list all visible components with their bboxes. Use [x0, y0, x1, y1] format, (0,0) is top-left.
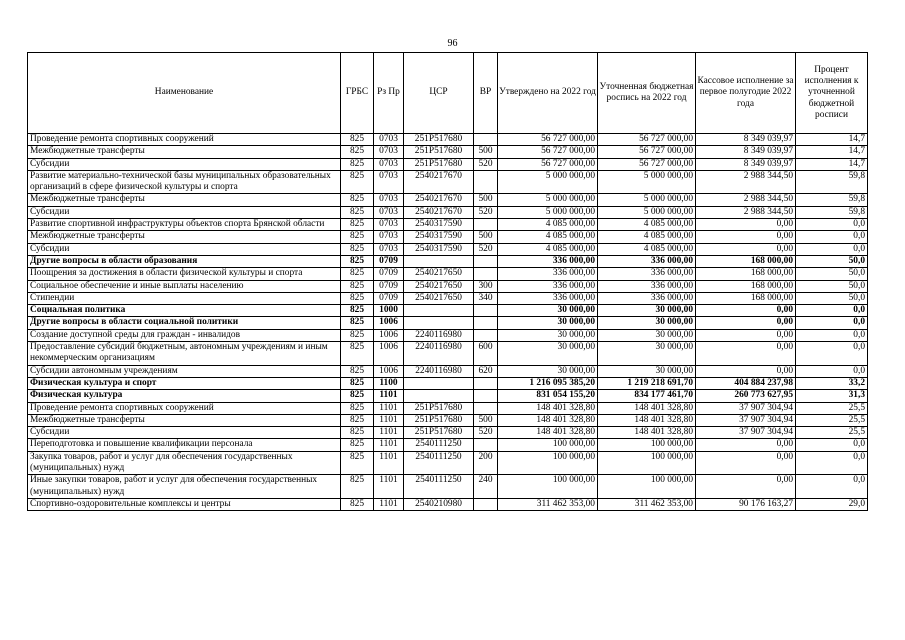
cell-grbs: 825 — [341, 134, 374, 146]
cell-name: Переподготовка и повышение квалификации персонала — [28, 439, 341, 451]
cell-csr — [404, 390, 474, 402]
column-header-csr: ЦСР — [404, 53, 474, 134]
cell-executed: 37 907 304,94 — [696, 414, 796, 426]
cell-name: Предоставление субсидий бюджетным, автономным учреждениям и иным некоммерческим организациям — [28, 342, 341, 366]
cell-rz-pr: 0703 — [374, 134, 404, 146]
cell-approved: 148 401 328,80 — [498, 414, 598, 426]
cell-csr: 2540317590 — [404, 219, 474, 231]
cell-rz-pr: 1006 — [374, 365, 404, 377]
cell-approved: 5 000 000,00 — [498, 206, 598, 218]
cell-executed: 8 349 039,97 — [696, 146, 796, 158]
cell-executed: 0,00 — [696, 317, 796, 329]
cell-grbs: 825 — [341, 305, 374, 317]
cell-rz-pr: 1000 — [374, 305, 404, 317]
cell-grbs: 825 — [341, 317, 374, 329]
cell-specified: 30 000,00 — [598, 305, 696, 317]
cell-grbs: 825 — [341, 377, 374, 389]
cell-csr: 2540217650 — [404, 280, 474, 292]
cell-grbs: 825 — [341, 365, 374, 377]
cell-percent: 59,8 — [796, 194, 868, 206]
cell-percent: 25,5 — [796, 402, 868, 414]
cell-percent: 0,0 — [796, 317, 868, 329]
cell-approved: 30 000,00 — [498, 342, 598, 366]
cell-specified: 100 000,00 — [598, 439, 696, 451]
cell-csr: 2240116980 — [404, 342, 474, 366]
cell-specified: 148 401 328,80 — [598, 414, 696, 426]
cell-csr: 2540217650 — [404, 268, 474, 280]
cell-name: Проведение ремонта спортивных сооружений — [28, 134, 341, 146]
cell-csr: 251P517680 — [404, 134, 474, 146]
cell-csr: 2540317590 — [404, 231, 474, 243]
cell-rz-pr: 0703 — [374, 158, 404, 170]
table-row — [28, 475, 868, 499]
cell-name: Субсидии — [28, 427, 341, 439]
cell-csr: 2240116980 — [404, 365, 474, 377]
cell-specified: 4 085 000,00 — [598, 231, 696, 243]
cell-specified: 100 000,00 — [598, 475, 696, 499]
cell-rz-pr: 0709 — [374, 255, 404, 267]
cell-percent: 25,5 — [796, 427, 868, 439]
cell-rz-pr: 1101 — [374, 498, 404, 510]
cell-rz-pr: 1101 — [374, 475, 404, 499]
cell-vr — [474, 305, 498, 317]
column-header-rz-pr: Рз Пр — [374, 53, 404, 134]
cell-csr: 2540217650 — [404, 292, 474, 304]
cell-percent: 0,0 — [796, 475, 868, 499]
cell-executed: 37 907 304,94 — [696, 402, 796, 414]
table-row — [28, 377, 868, 389]
cell-vr — [474, 390, 498, 402]
cell-grbs: 825 — [341, 255, 374, 267]
cell-csr — [404, 305, 474, 317]
cell-grbs: 825 — [341, 329, 374, 341]
cell-approved: 4 085 000,00 — [498, 231, 598, 243]
cell-specified: 336 000,00 — [598, 292, 696, 304]
cell-rz-pr: 1101 — [374, 427, 404, 439]
table-row — [28, 243, 868, 255]
cell-vr: 500 — [474, 231, 498, 243]
cell-vr: 300 — [474, 280, 498, 292]
cell-csr: 2540111250 — [404, 451, 474, 475]
cell-approved: 30 000,00 — [498, 305, 598, 317]
cell-vr — [474, 268, 498, 280]
cell-grbs: 825 — [341, 280, 374, 292]
cell-rz-pr: 0703 — [374, 170, 404, 194]
cell-approved: 1 216 095 385,20 — [498, 377, 598, 389]
cell-percent: 31,3 — [796, 390, 868, 402]
cell-executed: 0,00 — [696, 365, 796, 377]
cell-vr — [474, 498, 498, 510]
cell-vr: 520 — [474, 158, 498, 170]
cell-csr: 2240116980 — [404, 329, 474, 341]
cell-specified: 5 000 000,00 — [598, 194, 696, 206]
cell-name: Стипендии — [28, 292, 341, 304]
cell-specified: 336 000,00 — [598, 280, 696, 292]
cell-csr: 2540317590 — [404, 243, 474, 255]
cell-grbs: 825 — [341, 292, 374, 304]
cell-vr: 620 — [474, 365, 498, 377]
cell-vr — [474, 402, 498, 414]
cell-vr — [474, 255, 498, 267]
cell-name: Субсидии — [28, 158, 341, 170]
table-header-row — [28, 53, 868, 134]
cell-grbs: 825 — [341, 414, 374, 426]
cell-executed: 2 988 344,50 — [696, 206, 796, 218]
cell-vr — [474, 377, 498, 389]
cell-percent: 0,0 — [796, 365, 868, 377]
cell-specified: 336 000,00 — [598, 255, 696, 267]
cell-approved: 336 000,00 — [498, 292, 598, 304]
table-row — [28, 158, 868, 170]
cell-percent: 14,7 — [796, 158, 868, 170]
cell-executed: 168 000,00 — [696, 255, 796, 267]
cell-vr — [474, 329, 498, 341]
cell-specified: 30 000,00 — [598, 342, 696, 366]
column-header-percent: Процент исполнения к уточненной бюджетной росписи — [796, 53, 868, 134]
cell-approved: 30 000,00 — [498, 329, 598, 341]
cell-csr: 251P517680 — [404, 158, 474, 170]
cell-approved: 56 727 000,00 — [498, 134, 598, 146]
cell-grbs: 825 — [341, 243, 374, 255]
table-row — [28, 194, 868, 206]
cell-specified: 834 177 461,70 — [598, 390, 696, 402]
cell-csr: 251P517680 — [404, 402, 474, 414]
cell-percent: 0,0 — [796, 451, 868, 475]
cell-approved: 5 000 000,00 — [498, 194, 598, 206]
cell-percent: 29,0 — [796, 498, 868, 510]
cell-rz-pr: 1006 — [374, 342, 404, 366]
cell-name: Физическая культура — [28, 390, 341, 402]
cell-vr: 600 — [474, 342, 498, 366]
table-row — [28, 427, 868, 439]
cell-csr: 251P517680 — [404, 427, 474, 439]
cell-rz-pr: 1101 — [374, 439, 404, 451]
cell-approved: 5 000 000,00 — [498, 170, 598, 194]
cell-csr: 2540217670 — [404, 206, 474, 218]
table-row — [28, 219, 868, 231]
cell-percent: 33,2 — [796, 377, 868, 389]
table-row — [28, 170, 868, 194]
table-row — [28, 206, 868, 218]
cell-approved: 56 727 000,00 — [498, 146, 598, 158]
cell-vr: 520 — [474, 427, 498, 439]
cell-percent: 0,0 — [796, 219, 868, 231]
cell-csr: 2540111250 — [404, 475, 474, 499]
cell-grbs: 825 — [341, 158, 374, 170]
cell-grbs: 825 — [341, 231, 374, 243]
cell-executed: 0,00 — [696, 439, 796, 451]
cell-rz-pr: 1101 — [374, 414, 404, 426]
cell-specified: 4 085 000,00 — [598, 243, 696, 255]
cell-specified: 30 000,00 — [598, 329, 696, 341]
cell-rz-pr: 0703 — [374, 206, 404, 218]
cell-name: Физическая культура и спорт — [28, 377, 341, 389]
cell-percent: 0,0 — [796, 243, 868, 255]
cell-approved: 148 401 328,80 — [498, 402, 598, 414]
table-row — [28, 439, 868, 451]
cell-percent: 50,0 — [796, 280, 868, 292]
table-row — [28, 329, 868, 341]
cell-grbs: 825 — [341, 439, 374, 451]
table-row — [28, 498, 868, 510]
cell-rz-pr: 0703 — [374, 231, 404, 243]
cell-csr: 2540217670 — [404, 170, 474, 194]
cell-rz-pr: 0703 — [374, 219, 404, 231]
column-header-grbs: ГРБС — [341, 53, 374, 134]
cell-approved: 148 401 328,80 — [498, 427, 598, 439]
cell-name: Закупка товаров, работ и услуг для обеспечения государственных (муниципальных) нужд — [28, 451, 341, 475]
cell-specified: 30 000,00 — [598, 365, 696, 377]
cell-executed: 0,00 — [696, 475, 796, 499]
cell-executed: 0,00 — [696, 243, 796, 255]
cell-csr — [404, 317, 474, 329]
cell-csr: 2540217670 — [404, 194, 474, 206]
table-row — [28, 414, 868, 426]
cell-csr — [404, 377, 474, 389]
cell-rz-pr: 0709 — [374, 268, 404, 280]
table-row — [28, 305, 868, 317]
cell-name: Социальная политика — [28, 305, 341, 317]
cell-percent: 0,0 — [796, 439, 868, 451]
cell-grbs: 825 — [341, 342, 374, 366]
cell-executed: 0,00 — [696, 342, 796, 366]
column-header-approved: Утверждено на 2022 год — [498, 53, 598, 134]
cell-grbs: 825 — [341, 390, 374, 402]
cell-rz-pr: 1100 — [374, 377, 404, 389]
cell-approved: 336 000,00 — [498, 255, 598, 267]
cell-grbs: 825 — [341, 170, 374, 194]
cell-csr: 251P517680 — [404, 146, 474, 158]
table-row — [28, 292, 868, 304]
cell-percent: 0,0 — [796, 231, 868, 243]
cell-executed: 0,00 — [696, 231, 796, 243]
column-header-specified: Уточненная бюджетная роспись на 2022 год — [598, 53, 696, 134]
cell-approved: 100 000,00 — [498, 451, 598, 475]
cell-grbs: 825 — [341, 194, 374, 206]
cell-approved: 100 000,00 — [498, 439, 598, 451]
cell-specified: 311 462 353,00 — [598, 498, 696, 510]
cell-rz-pr: 1101 — [374, 451, 404, 475]
table-row — [28, 231, 868, 243]
table-row — [28, 317, 868, 329]
cell-grbs: 825 — [341, 427, 374, 439]
cell-specified: 1 219 218 691,70 — [598, 377, 696, 389]
cell-csr: 2540111250 — [404, 439, 474, 451]
cell-vr: 520 — [474, 243, 498, 255]
cell-specified: 5 000 000,00 — [598, 170, 696, 194]
cell-executed: 2 988 344,50 — [696, 170, 796, 194]
table-row — [28, 451, 868, 475]
cell-grbs: 825 — [341, 268, 374, 280]
cell-csr: 251P517680 — [404, 414, 474, 426]
cell-rz-pr: 1006 — [374, 329, 404, 341]
column-header-name: Наименование — [28, 53, 341, 134]
cell-specified: 4 085 000,00 — [598, 219, 696, 231]
cell-approved: 30 000,00 — [498, 317, 598, 329]
cell-vr: 340 — [474, 292, 498, 304]
cell-percent: 50,0 — [796, 255, 868, 267]
page-number: 96 — [447, 38, 458, 49]
cell-approved: 311 462 353,00 — [498, 498, 598, 510]
cell-vr: 520 — [474, 206, 498, 218]
cell-executed: 0,00 — [696, 305, 796, 317]
table-row — [28, 342, 868, 366]
cell-name: Субсидии — [28, 206, 341, 218]
cell-grbs: 825 — [341, 498, 374, 510]
cell-grbs: 825 — [341, 219, 374, 231]
cell-rz-pr: 0709 — [374, 292, 404, 304]
cell-vr: 240 — [474, 475, 498, 499]
table-row — [28, 134, 868, 146]
cell-specified: 148 401 328,80 — [598, 402, 696, 414]
cell-specified: 5 000 000,00 — [598, 206, 696, 218]
cell-executed: 168 000,00 — [696, 292, 796, 304]
table-row — [28, 255, 868, 267]
table-row — [28, 402, 868, 414]
cell-percent: 0,0 — [796, 342, 868, 366]
cell-rz-pr: 0703 — [374, 146, 404, 158]
cell-approved: 336 000,00 — [498, 268, 598, 280]
cell-percent: 0,0 — [796, 329, 868, 341]
cell-rz-pr: 0709 — [374, 280, 404, 292]
cell-name: Поощрения за достижения в области физической культуры и спорта — [28, 268, 341, 280]
cell-executed: 404 884 237,98 — [696, 377, 796, 389]
table-body — [28, 134, 868, 511]
cell-rz-pr: 0703 — [374, 243, 404, 255]
cell-percent: 50,0 — [796, 292, 868, 304]
cell-name: Межбюджетные трансферты — [28, 146, 341, 158]
cell-executed: 0,00 — [696, 219, 796, 231]
table-row — [28, 268, 868, 280]
cell-approved: 4 085 000,00 — [498, 243, 598, 255]
cell-percent: 59,8 — [796, 170, 868, 194]
cell-approved: 56 727 000,00 — [498, 158, 598, 170]
cell-grbs: 825 — [341, 146, 374, 158]
cell-csr: 2540210980 — [404, 498, 474, 510]
cell-name: Межбюджетные трансферты — [28, 231, 341, 243]
table-row — [28, 390, 868, 402]
cell-executed: 37 907 304,94 — [696, 427, 796, 439]
cell-rz-pr: 1101 — [374, 390, 404, 402]
cell-vr — [474, 134, 498, 146]
cell-approved: 100 000,00 — [498, 475, 598, 499]
cell-name: Социальное обеспечение и иные выплаты населению — [28, 280, 341, 292]
cell-rz-pr: 1006 — [374, 317, 404, 329]
table-row — [28, 146, 868, 158]
table-row — [28, 365, 868, 377]
cell-grbs: 825 — [341, 451, 374, 475]
cell-name: Субсидии автономным учреждениям — [28, 365, 341, 377]
cell-name: Иные закупки товаров, работ и услуг для обеспечения государственных (муниципальных) нужд — [28, 475, 341, 499]
cell-name: Спортивно-оздоровительные комплексы и центры — [28, 498, 341, 510]
cell-name: Проведение ремонта спортивных сооружений — [28, 402, 341, 414]
cell-executed: 260 773 627,95 — [696, 390, 796, 402]
cell-specified: 30 000,00 — [598, 317, 696, 329]
cell-name: Другие вопросы в области социальной политики — [28, 317, 341, 329]
budget-execution-table — [27, 52, 868, 511]
cell-grbs: 825 — [341, 475, 374, 499]
cell-name: Субсидии — [28, 243, 341, 255]
cell-grbs: 825 — [341, 206, 374, 218]
cell-specified: 56 727 000,00 — [598, 146, 696, 158]
cell-executed: 8 349 039,97 — [696, 158, 796, 170]
cell-approved: 336 000,00 — [498, 280, 598, 292]
cell-name: Межбюджетные трансферты — [28, 414, 341, 426]
cell-executed: 90 176 163,27 — [696, 498, 796, 510]
cell-executed: 0,00 — [696, 329, 796, 341]
cell-specified: 100 000,00 — [598, 451, 696, 475]
cell-name: Развитие материально-технической базы муниципальных образовательных организаций в сфере физической культуры и спорта — [28, 170, 341, 194]
cell-percent: 14,7 — [796, 146, 868, 158]
cell-percent: 14,7 — [796, 134, 868, 146]
cell-approved: 831 054 155,20 — [498, 390, 598, 402]
table-row — [28, 280, 868, 292]
cell-csr — [404, 255, 474, 267]
cell-name: Другие вопросы в области образования — [28, 255, 341, 267]
cell-vr: 200 — [474, 451, 498, 475]
cell-vr: 500 — [474, 414, 498, 426]
cell-rz-pr: 0703 — [374, 194, 404, 206]
cell-percent: 0,0 — [796, 305, 868, 317]
cell-approved: 30 000,00 — [498, 365, 598, 377]
cell-vr — [474, 170, 498, 194]
cell-executed: 0,00 — [696, 451, 796, 475]
cell-vr — [474, 317, 498, 329]
cell-specified: 148 401 328,80 — [598, 427, 696, 439]
cell-grbs: 825 — [341, 402, 374, 414]
cell-vr: 500 — [474, 194, 498, 206]
cell-name: Межбюджетные трансферты — [28, 194, 341, 206]
cell-percent: 59,8 — [796, 206, 868, 218]
cell-executed: 168 000,00 — [696, 280, 796, 292]
cell-vr: 500 — [474, 146, 498, 158]
cell-vr — [474, 219, 498, 231]
cell-vr — [474, 439, 498, 451]
cell-approved: 4 085 000,00 — [498, 219, 598, 231]
column-header-executed: Кассовое исполнение за первое полугодие 2022 года — [696, 53, 796, 134]
column-header-vr: ВР — [474, 53, 498, 134]
cell-name: Создание доступной среды для граждан - инвалидов — [28, 329, 341, 341]
cell-specified: 56 727 000,00 — [598, 134, 696, 146]
cell-rz-pr: 1101 — [374, 402, 404, 414]
cell-percent: 25,5 — [796, 414, 868, 426]
cell-executed: 168 000,00 — [696, 268, 796, 280]
cell-specified: 336 000,00 — [598, 268, 696, 280]
cell-executed: 2 988 344,50 — [696, 194, 796, 206]
cell-executed: 8 349 039,97 — [696, 134, 796, 146]
cell-percent: 50,0 — [796, 268, 868, 280]
cell-name: Развитие спортивной инфраструктуры объектов спорта Брянской области — [28, 219, 341, 231]
cell-specified: 56 727 000,00 — [598, 158, 696, 170]
